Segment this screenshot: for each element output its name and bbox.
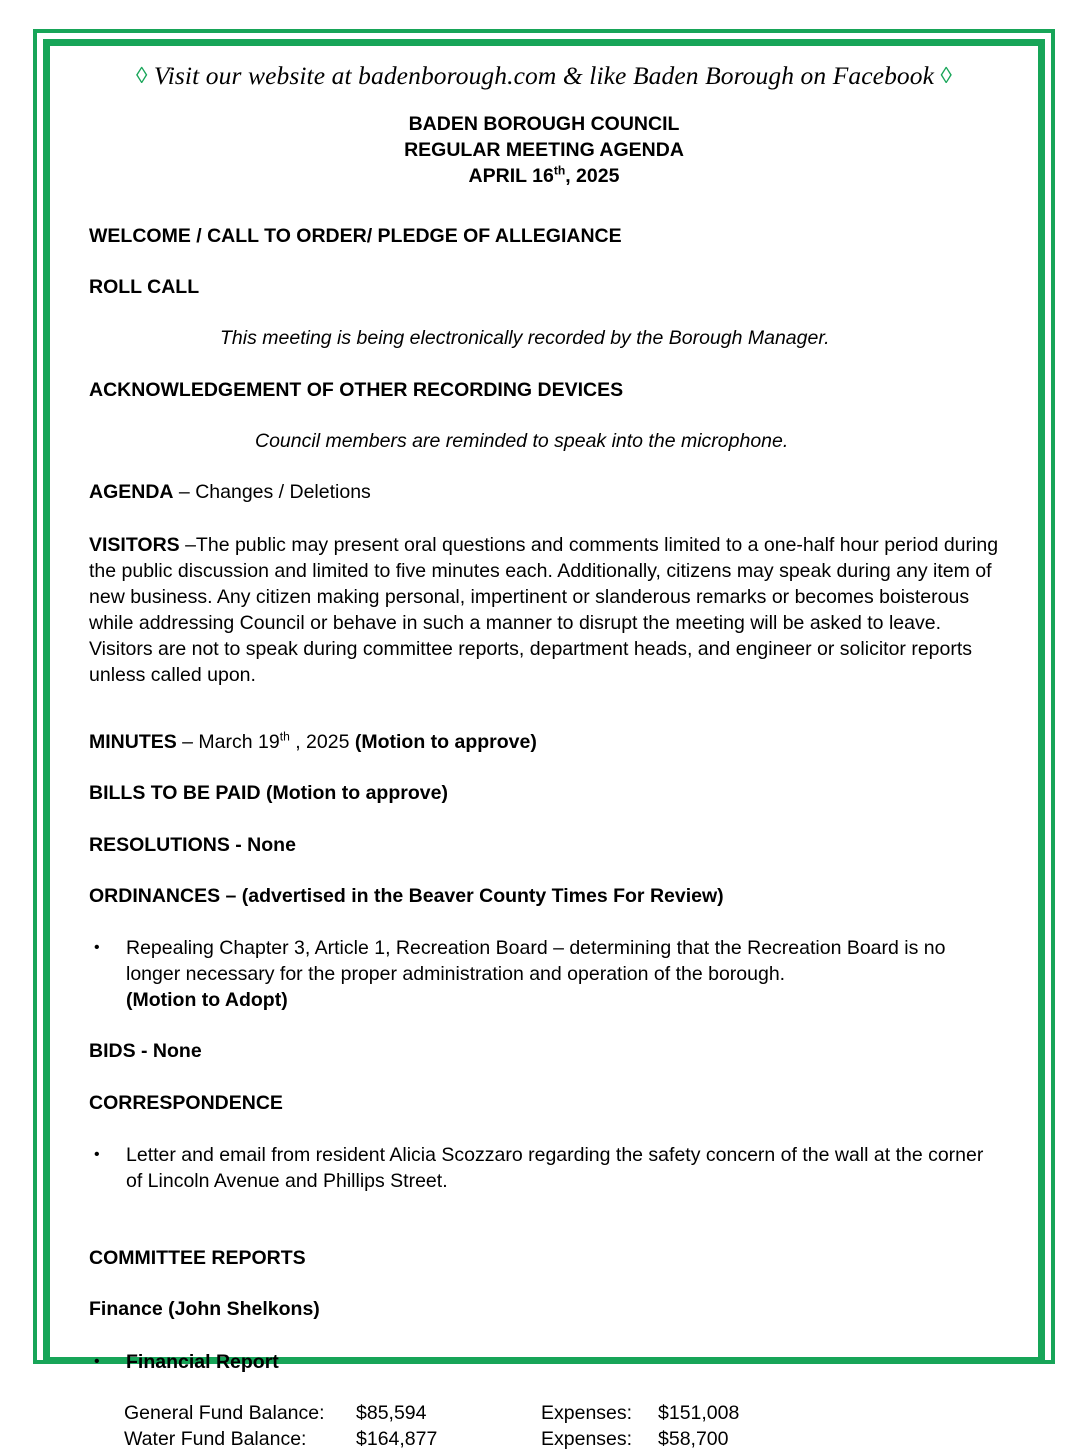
bullet-icon: • [94, 1146, 100, 1164]
spacer [89, 718, 999, 730]
note-microphone [89, 429, 999, 454]
agenda-rest: – Changes / Deletions [173, 481, 371, 504]
date-ordinal-suffix: th [553, 163, 566, 178]
note-microphone-text: Council members are reminded to speak into the microphone. [255, 430, 789, 453]
heading-bids: BIDS - None [89, 1040, 202, 1063]
ordinance-bullet-motion: (Motion to Adopt) [126, 989, 288, 1012]
page-title [89, 112, 999, 190]
heading-correspondence: CORRESPONDENCE [89, 1091, 283, 1114]
list-item [89, 935, 999, 1013]
heading-welcome: WELCOME / CALL TO ORDER/ PLEDGE OF ALLEGIANCE [89, 224, 622, 247]
title-line-council: BADEN BOROUGH COUNCIL [408, 112, 680, 135]
list-item [89, 1349, 999, 1375]
ordinance-bullet-text: Repealing Chapter 3, Article 1, Recreation Board – determining that the Recreation Board is no longer necessary for the proper administration and operation of the borough. [126, 937, 946, 986]
heading-minutes [89, 730, 999, 755]
note-recording [89, 326, 999, 351]
general-fund-expense-label: Expenses: [541, 1401, 633, 1424]
heading-resolutions: RESOLUTIONS - None [89, 833, 296, 856]
document-content [89, 60, 999, 1453]
heading-agenda [89, 480, 999, 505]
agenda-label: AGENDA [89, 481, 174, 504]
minutes-motion: (Motion to approve) [354, 730, 537, 753]
paragraph-visitors [89, 532, 999, 688]
table-row [124, 1401, 999, 1427]
water-fund-expense-amount: $58,700 [658, 1427, 729, 1450]
heading-acknowledgement: ACKNOWLEDGEMENT OF OTHER RECORDING DEVICES [89, 378, 624, 401]
date-rest: , 2025 [565, 164, 620, 187]
website-banner [89, 60, 999, 92]
general-fund-amount: $85,594 [356, 1401, 427, 1424]
general-fund-label: General Fund Balance: [124, 1401, 325, 1424]
correspondence-bullet-text: Letter and email from resident Alicia Scozzaro regarding the safety concern of the wall at the corner of Lincoln Avenue and Phillips Street. [126, 1144, 984, 1193]
list-item [89, 1142, 999, 1194]
water-fund-amount: $164,877 [356, 1427, 438, 1450]
note-recording-text: This meeting is being electronically recorded by the Borough Manager. [220, 327, 830, 350]
visitors-text: –The public may present oral questions and comments limited to a one-half hour period during the public discussion and limited to five minutes each. Additionally, citizens may speak during any item of new business. Any citizen making personal, impertinent or slanderous remarks or becomes boisterous while addressing Council or behave in such a manner to disrupt the meeting will be asked to leave. Visitors are not to speak during committee reports, department heads, and engineer or solicitor reports unless called upon. [89, 533, 999, 686]
ordinance-bullet [126, 935, 999, 1013]
spacer [89, 1220, 999, 1246]
minutes-mid: – March 19 [176, 730, 280, 753]
date-prefix: APRIL 16 [468, 164, 554, 187]
water-fund-expense-label: Expenses: [541, 1427, 633, 1450]
minutes-label: MINUTES [89, 730, 177, 753]
bullet-icon: • [94, 1352, 100, 1370]
minutes-after-sup: , 2025 [289, 730, 355, 753]
financial-report-bullet-text: Financial Report [126, 1350, 279, 1373]
financial-summary [89, 1401, 999, 1453]
title-line-date [89, 164, 999, 190]
heading-committee-reports: COMMITTEE REPORTS [89, 1247, 306, 1270]
heading-roll-call: ROLL CALL [89, 275, 200, 298]
water-fund-label: Water Fund Balance: [124, 1427, 307, 1450]
heading-finance: Finance (John Shelkons) [89, 1298, 320, 1321]
minutes-ordinal-suffix: th [279, 729, 290, 744]
title-line-agenda: REGULAR MEETING AGENDA [404, 138, 684, 161]
heading-ordinances: ORDINANCES – (advertised in the Beaver County Times For Review) [89, 884, 724, 907]
heading-bills-to-be-paid: BILLS TO BE PAID (Motion to approve) [89, 782, 448, 805]
general-fund-expense-amount: $151,008 [658, 1401, 740, 1424]
diamond-left-icon: ◊ [135, 63, 148, 88]
website-banner-text: Visit our website at badenborough.com & like Baden Borough on Facebook [153, 61, 935, 90]
table-row [124, 1427, 999, 1453]
diamond-right-icon: ◊ [940, 63, 953, 88]
visitors-label: VISITORS [89, 533, 180, 556]
bullet-icon: • [94, 939, 100, 957]
